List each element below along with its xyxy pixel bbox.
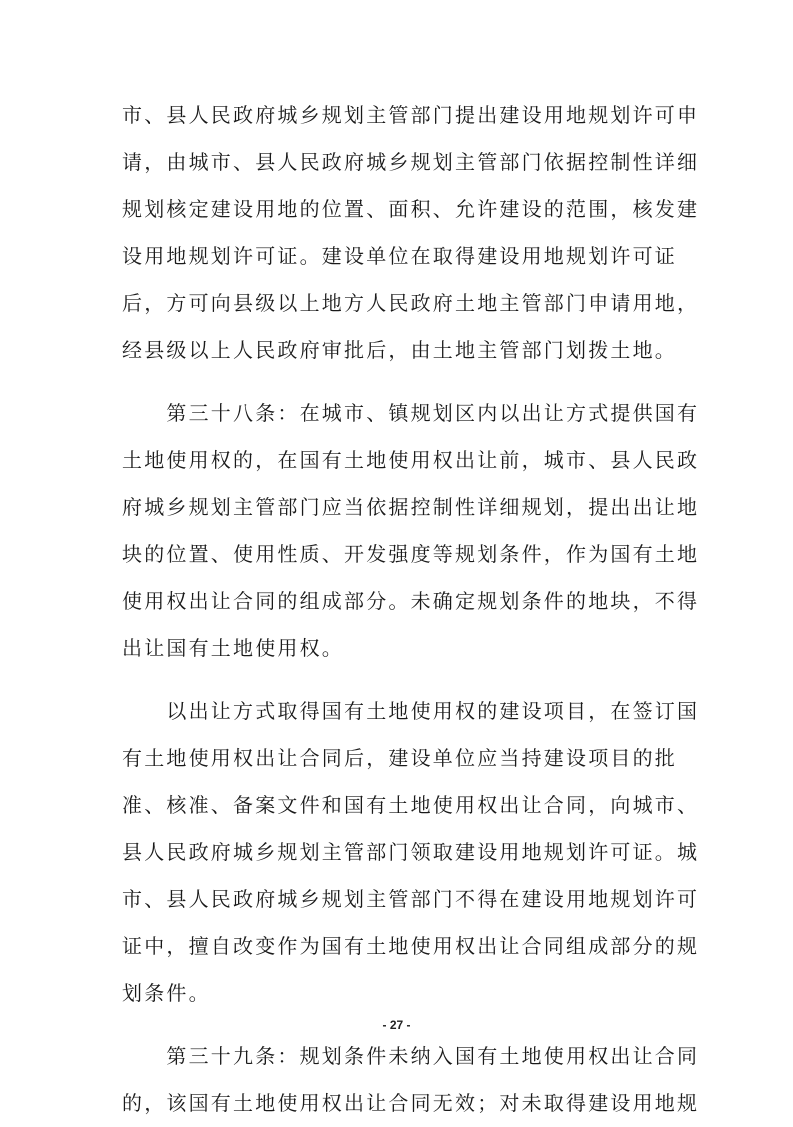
text-line: 市、县人民政府城乡规划主管部门提出建设用地规划许可申 (122, 103, 700, 127)
paragraph-gap (122, 374, 678, 390)
document-body (122, 92, 700, 1127)
text-line: 有土地使用权出让合同后，建设单位应当持建设项目的批 (122, 746, 677, 770)
text-line: 出让国有土地使用权。 (122, 636, 344, 660)
text-line: 设用地规划许可证。建设单位在取得建设用地规划许可证 (122, 244, 677, 268)
text-line: 后，方可向县级以上地方人民政府土地主管部门申请用地， (122, 291, 700, 315)
paragraph-article-38 (122, 390, 700, 672)
text-line: 经县级以上人民政府审批后，由土地主管部门划拨土地。 (122, 338, 677, 362)
text-line: 府城乡规划主管部门应当依据控制性详细规划，提出出让地 (122, 495, 700, 519)
text-line: 证中，擅自改变作为国有土地使用权出让合同组成部分的规 (122, 934, 700, 958)
text-line: 市、县人民政府城乡规划主管部门不得在建设用地规划许可 (122, 887, 700, 911)
paragraph-1 (122, 92, 700, 374)
text-line: 的，该国有土地使用权出让合同无效；对未取得建设用地规 (122, 1091, 700, 1115)
text-line: 第三十九条：规划条件未纳入国有土地使用权出让合同 (122, 1044, 700, 1068)
text-line: 县人民政府城乡规划主管部门领取建设用地规划许可证。城 (122, 840, 700, 864)
text-line: 块的位置、使用性质、开发强度等规划条件，作为国有土地 (122, 542, 700, 566)
paragraph-transfer-projects (122, 688, 700, 1017)
paragraph-article-39 (122, 1033, 700, 1127)
text-line: 使用权出让合同的组成部分。未确定规划条件的地块，不得 (122, 589, 700, 613)
paragraph-gap (122, 672, 678, 688)
text-line: 第三十八条：在城市、镇规划区内以出让方式提供国有 (122, 401, 700, 425)
text-line: 准、核准、备案文件和国有土地使用权出让合同，向城市、 (122, 793, 700, 817)
page-number: - 27 - (382, 1018, 411, 1032)
text-line: 规划核定建设用地的位置、面积、允许建设的范围，核发建 (122, 197, 700, 221)
text-line: 以出让方式取得国有土地使用权的建设项目，在签订国 (122, 699, 700, 723)
text-line: 土地使用权的，在国有土地使用权出让前，城市、县人民政 (122, 448, 700, 472)
text-line: 请，由城市、县人民政府城乡规划主管部门依据控制性详细 (122, 150, 700, 174)
text-line: 划条件。 (122, 981, 211, 1005)
